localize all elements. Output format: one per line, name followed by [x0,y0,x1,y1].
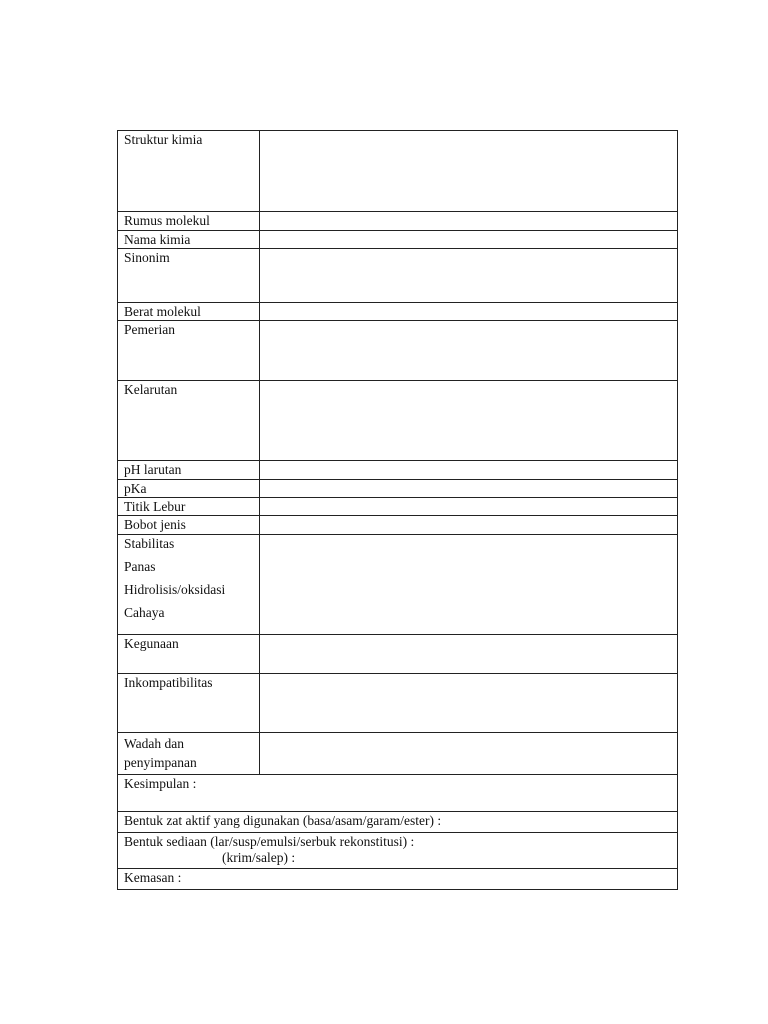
row-label: Pemerian [118,321,260,381]
form-row-stabilitas [118,535,678,635]
form-row-inkompatibilitas [118,674,678,733]
drug-monograph-form-table [117,130,678,890]
row-label: Sinonim [118,249,260,303]
form-row-berat-molekul [118,303,678,321]
form-row-wadah-penyimpanan [118,733,678,775]
row-value-cell[interactable] [260,231,678,249]
row-value-cell[interactable] [260,674,678,733]
full-row-subtext: (krim/salep) : [222,850,296,865]
row-label: Rumus molekul [118,212,260,231]
row-value-cell[interactable] [260,303,678,321]
form-row-pka [118,480,678,498]
row-value-cell[interactable] [260,480,678,498]
row-value-cell[interactable] [260,212,678,231]
full-row-text[interactable]: Kemasan : [118,869,678,890]
row-label: Inkompatibilitas [118,674,260,733]
row-value-cell[interactable] [260,635,678,674]
form-row-bentuk-sediaan [118,833,678,869]
form-row-sinonim [118,249,678,303]
form-row-kegunaan [118,635,678,674]
form-row-bobot-jenis [118,516,678,535]
row-value-cell[interactable] [260,461,678,480]
row-value-cell[interactable] [260,516,678,535]
form-row-ph-larutan [118,461,678,480]
row-value-cell[interactable] [260,321,678,381]
row-value-cell[interactable] [260,131,678,212]
stabilitas-sub-hidrolisis: Hidrolisis/oksidasi [124,582,226,597]
row-label: Wadah dan penyimpanan [118,733,260,775]
row-label: pH larutan [118,461,260,480]
row-value-cell[interactable] [260,733,678,775]
form-row-rumus-molekul [118,212,678,231]
stabilitas-sub-panas: Panas [124,559,156,574]
stabilitas-label-cell [118,535,260,635]
row-value-cell[interactable] [260,381,678,461]
full-row-text: Bentuk sediaan (lar/susp/emulsi/serbuk rekonstitusi) : [124,834,415,849]
stabilitas-sub-cahaya: Cahaya [124,605,165,620]
form-row-titik-lebur [118,498,678,516]
row-label: Bobot jenis [118,516,260,535]
row-value-cell[interactable] [260,498,678,516]
full-row-text[interactable]: Kesimpulan : [118,775,678,812]
form-row-pemerian [118,321,678,381]
row-label: pKa [118,480,260,498]
form-row-kelarutan [118,381,678,461]
row-label: Stabilitas [124,536,175,551]
row-value-cell[interactable] [260,249,678,303]
row-label: Nama kimia [118,231,260,249]
bentuk-sediaan-cell[interactable] [118,833,678,869]
row-label: Struktur kimia [118,131,260,212]
form-row-kesimpulan [118,775,678,812]
form-row-bentuk-zat-aktif [118,812,678,833]
row-label: Berat molekul [118,303,260,321]
row-label: Kegunaan [118,635,260,674]
full-row-text[interactable]: Bentuk zat aktif yang digunakan (basa/asam/garam/ester) : [118,812,678,833]
form-row-kemasan [118,869,678,890]
form-row-nama-kimia [118,231,678,249]
row-label: Titik Lebur [118,498,260,516]
row-value-cell[interactable] [260,535,678,635]
form-row-struktur-kimia [118,131,678,212]
row-label: Kelarutan [118,381,260,461]
